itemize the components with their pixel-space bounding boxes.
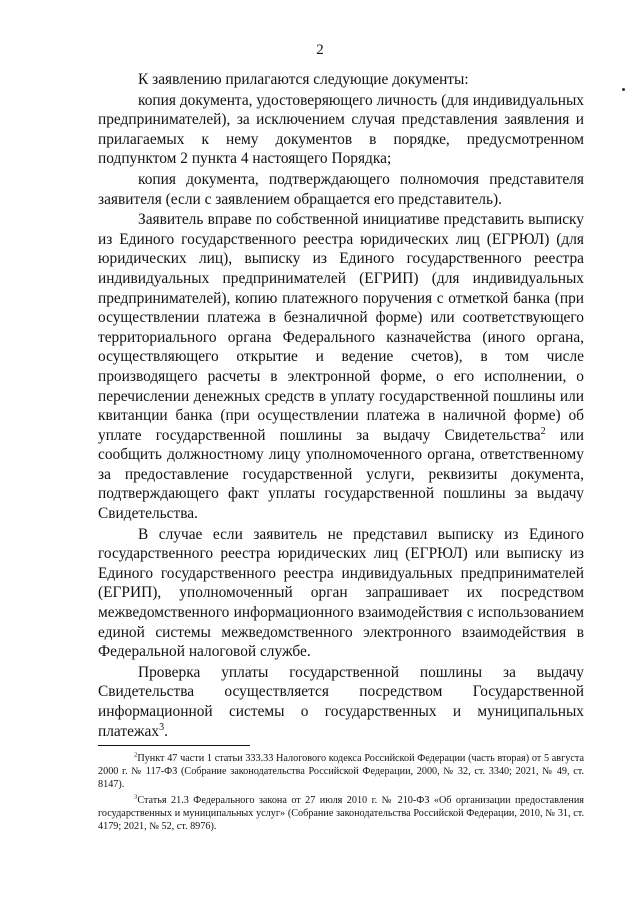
paragraph-optional-documents-part2: или сообщить должностному лицу уполномоченного органа, ответственному за предоставление государственной услуги, реквизиты документа, подтверждающего факт уплаты государственной пошлины за выдачу Свидетельства. <box>98 426 584 523</box>
footnote-text: Статья 21.3 Федерального закона от 27 июля 2010 г. № 210-ФЗ «Об организации предоставления государственных и муниципальных услуг» (Собрание законодательства Российской Федерации, 2010, № 31, ст. 4179; 2021, № 52, ст. 8976). <box>98 794 584 833</box>
paragraph-optional-documents <box>98 210 584 524</box>
paragraph-payment-check: Проверка уплаты государственной пошлины за выдачу Свидетельства осуществляется посредством Государственной информационной системы о государственных и муниципальных платежах$^3$. <box>98 663 584 740</box>
paragraph-attachments-intro: К заявлению прилагаются следующие документы: <box>138 71 469 88</box>
footnote-mark: 2 <box>134 751 138 759</box>
paragraph-identity-copy: копия документа, удостоверяющего личность (для индивидуальных предпринимателей), за исключением случая представления заявления и прилагаемых к нему документов в порядке, предусмотренном подпунктом 2 пункта 4 настоящего Порядка; <box>98 91 584 168</box>
paragraph-interagency-request: В случае если заявитель не представил выписку из Единого государственного реестра юридических лиц (ЕГРЮЛ) или выписку из Единого государственного реестра индивидуальных предпринимателей (ЕГРИП), уполномоченный орган запрашивает их посредством межведомственного информационного взаимодействия с использованием единой системы межведомственного электронного взаимодействия в Федеральной налоговой службе. <box>98 525 584 661</box>
document-body <box>98 70 584 741</box>
footnote-separator <box>98 745 250 746</box>
footnote-ref-2[interactable]: 2 <box>540 425 546 437</box>
paragraph-authority-copy: копия документа, подтверждающего полномочия представителя заявителя (если с заявлением обращается его представитель). <box>98 170 584 208</box>
footnote-text: Пункт 47 части 1 статьи 333.33 Налогового кодекса Российской Федерации (часть вторая) от 5 августа 2000 г. № 117-ФЗ (Собрание законодательства Российской Федерации, 2000, № 32, ст. 3340; 2021, № 49, ст. 8147). <box>98 753 584 791</box>
footnote-3 <box>98 794 584 834</box>
footnote-ref-3[interactable]: 3 <box>159 721 165 733</box>
footnotes <box>98 752 584 835</box>
paragraph-optional-documents-part1: Заявитель вправе по собственной инициативе представить выписку из Единого государственного реестра юридических лиц (ЕГРЮЛ) (для юридических лиц), выписку из Единого государственного реестра индивидуальных предпринимателей (ЕГРИП) (для индивидуальных предпринимателей), копию платежного поручения с отметкой банка (при осуществлении платежа в безналичной форме) или соответствующего территориального органа Федерального казначейства (иного органа, осуществляющего открытие и ведение счетов), в том числе производящего расчеты в электронной форме, о его исполнении, о перечислении денежных средств в уплату государственной пошлины или квитанции банка (при осуществлении платежа в наличной форме) об уплате государственной пошлины за выдачу Свидетельства <box>98 211 584 444</box>
footnote-mark: 3 <box>134 793 138 801</box>
scan-dot-mark <box>622 88 625 91</box>
page-number: 2 <box>316 42 324 58</box>
footnote-2 <box>98 752 584 792</box>
